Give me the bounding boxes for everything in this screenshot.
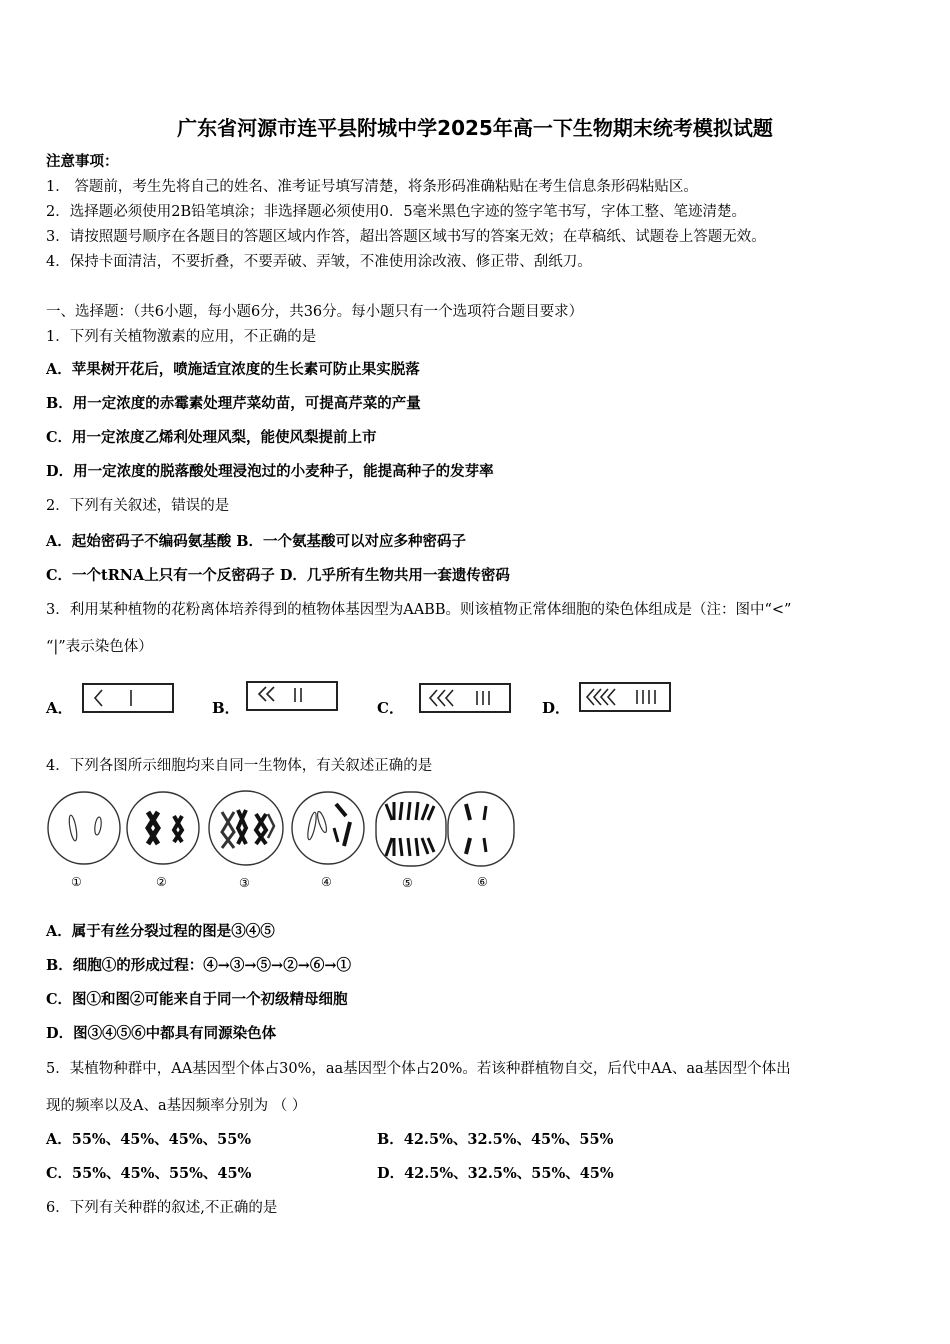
q5-option-b: B．42.5%、32.5%、45%、55% [377, 1131, 614, 1148]
q4-option-b: B．细胞①的形成过程：④→③→⑤→②→⑥→① [46, 957, 352, 974]
section-heading: 一、选择题：（共6小题，每小题6分，共36分。每小题只有一个选项符合题目要求） [46, 304, 584, 320]
q5-option-a: A．55%、45%、45%、55% [46, 1131, 252, 1148]
cell-label-2: ② [156, 875, 167, 889]
q5-option-d: D．42.5%、32.5%、55%、45% [377, 1165, 614, 1182]
q3-option-label: D． [542, 699, 571, 717]
q1-option-c: C．用一定浓度乙烯利处理风梨，能使风梨提前上市 [46, 429, 377, 446]
notice-item: 2．选择题必须使用2B铅笔填涂；非选择题必须使用0．5毫米黑色字迹的签字笔书写，字体工整、笔迹清楚。 [46, 204, 747, 220]
cell-division-figure [46, 786, 516, 896]
q5-stem-line1: 5．某植物种群中，AA基因型个体占30%，aa基因型个体占20%。若该种群植物自交，后代中AA、aa基因型个体出 [46, 1061, 791, 1077]
q3-option-a-diagram [82, 683, 174, 713]
cell-2 [127, 792, 199, 864]
q2-stem: 2．下列有关叙述，错误的是 [46, 498, 230, 514]
q1-stem: 1．下列有关植物激素的应用，不正确的是 [46, 329, 317, 345]
cell-label-4: ④ [321, 875, 332, 889]
cell-3 [209, 791, 283, 865]
q2-options-cd: C．一个tRNA上只有一个反密码子 D．几乎所有生物共用一套遗传密码 [46, 567, 510, 584]
q2-options-ab: A．起始密码子不编码氨基酸 B．一个氨基酸可以对应多种密码子 [46, 533, 467, 550]
page-title: 广东省河源市连平县附城中学2025年高一下生物期末统考模拟试题 [177, 116, 773, 140]
chromosome-c-icon [421, 685, 509, 711]
q3-option-b-diagram [246, 681, 338, 711]
cell-6 [448, 792, 514, 866]
q3-option-label: B． [212, 699, 240, 717]
q1-option-a: A．苹果树开花后，喷施适宜浓度的生长素可防止果实脱落 [46, 361, 420, 378]
cell-label-5: ⑤ [402, 876, 413, 890]
chromosome-a-icon [84, 685, 172, 711]
cell-label-6: ⑥ [477, 875, 488, 889]
cell-label-1: ① [71, 875, 82, 889]
q3-stem-line2: “|”表示染色体） [46, 639, 153, 655]
q4-stem: 4．下列各图所示细胞均来自同一生物体，有关叙述正确的是 [46, 758, 433, 774]
q5-option-c: C．55%、45%、55%、45% [46, 1165, 252, 1182]
cell-4 [292, 792, 364, 864]
q1-option-d: D．用一定浓度的脱落酸处理浸泡过的小麦种子，能提高种子的发芽率 [46, 463, 494, 480]
q3-option-c-diagram [419, 683, 511, 713]
q3-stem-line1: 3．利用某种植物的花粉离体培养得到的植物体基因型为AABB。则该植物正常体细胞的染色体组成是（注：图中“<” [46, 602, 792, 618]
q3-option-label: A． [46, 699, 73, 717]
cell-1 [48, 792, 120, 864]
chromosome-d-icon [581, 684, 669, 710]
q4-option-a: A．属于有丝分裂过程的图是③④⑤ [46, 923, 275, 940]
notice-item: 3．请按照题号顺序在各题目的答题区域内作答，超出答题区域书写的答案无效；在草稿纸、试题卷上答题无效。 [46, 229, 766, 245]
q1-option-b: B．用一定浓度的赤霉素处理芹菜幼苗，可提高芹菜的产量 [46, 395, 421, 412]
cell-label-3: ③ [239, 876, 250, 890]
q3-option-label: C． [377, 699, 404, 717]
q3-option-d-diagram [579, 682, 671, 712]
q4-option-d: D．图③④⑤⑥中都具有同源染色体 [46, 1025, 277, 1042]
q6-stem: 6．下列有关种群的叙述,不正确的是 [46, 1200, 278, 1216]
chromosome-b-icon [248, 683, 336, 709]
notice-heading: 注意事项： [46, 153, 119, 170]
cell-5 [376, 792, 446, 866]
q4-option-c: C．图①和图②可能来自于同一个初级精母细胞 [46, 991, 348, 1008]
q5-stem-line2: 现的频率以及A、a基因频率分别为 （ ） [46, 1098, 307, 1114]
notice-item: 1． 答题前，考生先将自己的姓名、准考证号填写清楚，将条形码准确粘贴在考生信息条形码粘贴区。 [46, 179, 698, 195]
notice-item: 4．保持卡面清洁，不要折叠，不要弄破、弄皱，不准使用涂改液、修正带、刮纸刀。 [46, 254, 592, 270]
